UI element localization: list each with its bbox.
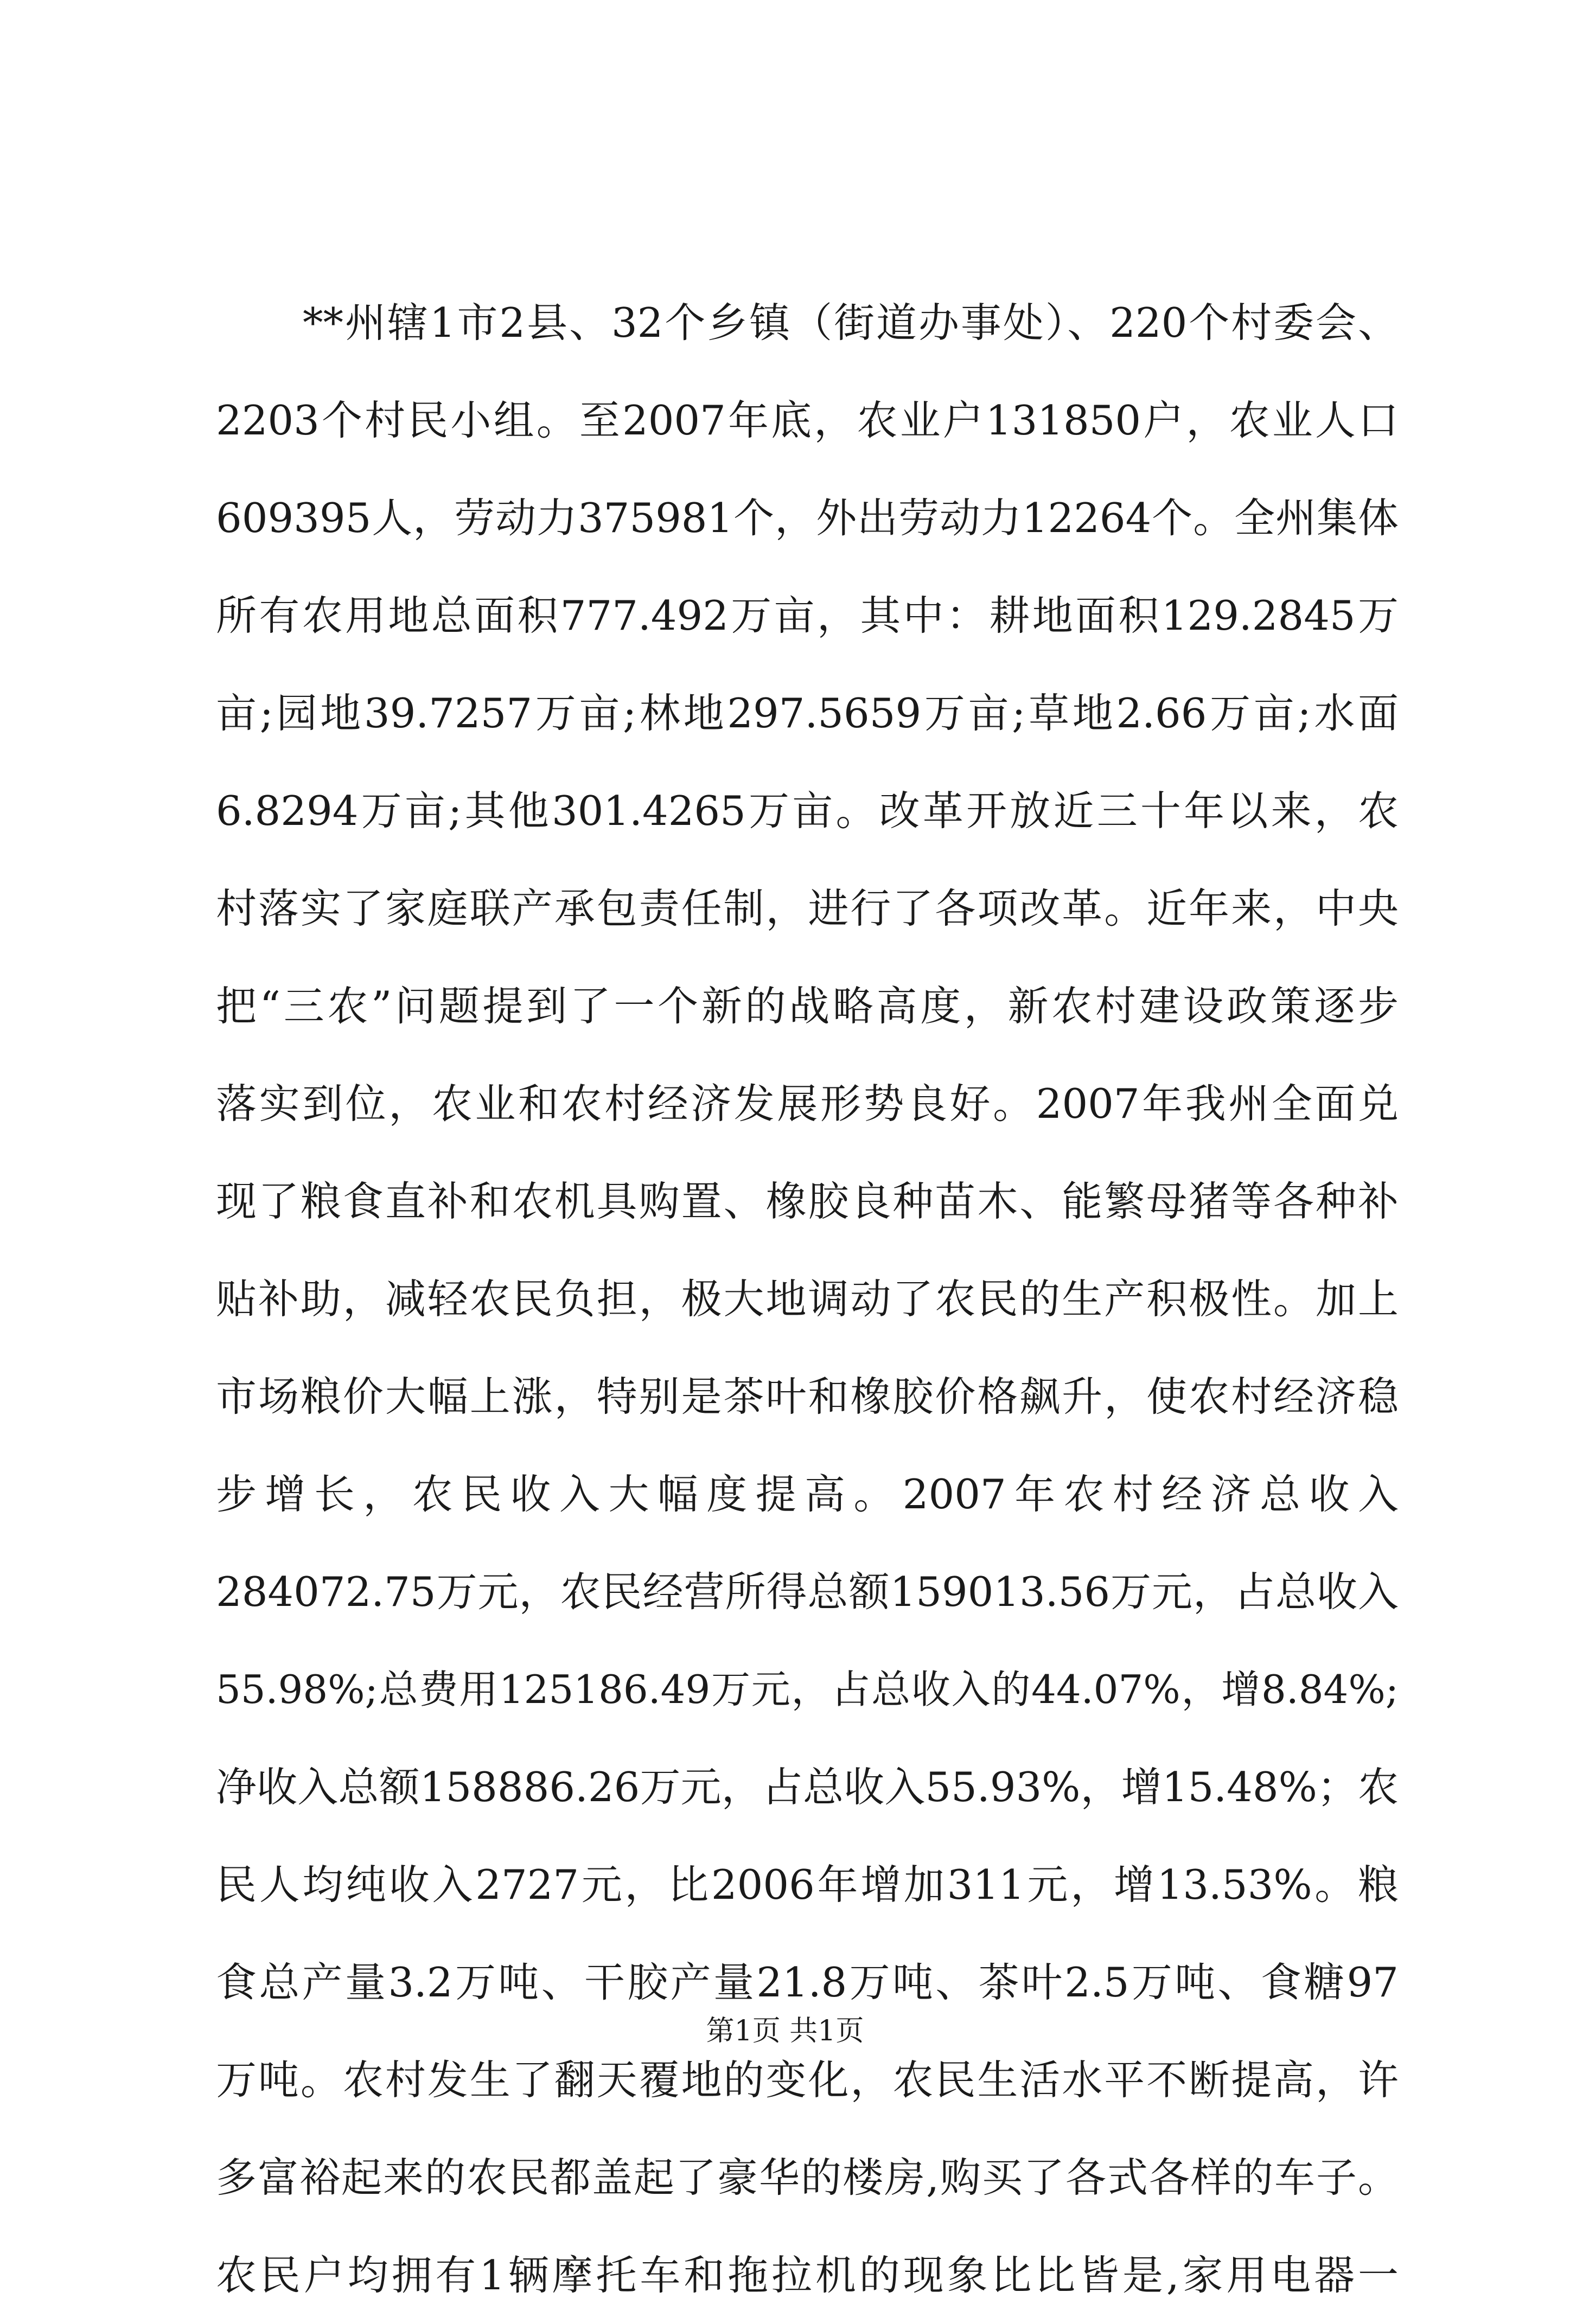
page-number-label: 第1页 共1页 [706, 2015, 864, 2047]
paragraph-line: 市场粮价大幅上涨，特别是茶叶和橡胶价格飙升，使农村经济稳 [216, 1373, 1399, 1420]
paragraph-line: 落实到位，农业和农村经济发展形势良好。2007年我州全面兑 [216, 1080, 1399, 1128]
paragraph-line: 55.98%;总费用125186.49万元，占总收入的44.07%，增8.84%; [216, 1667, 1399, 1712]
paragraph-line: **州辖1市2县、32个乡镇（街道办事处）、220个村委会、 [303, 299, 1399, 347]
paragraph-line: 万吨。农村发生了翻天覆地的变化，农民生活水平不断提高，许 [216, 2056, 1399, 2104]
paragraph-line: 284072.75万元，农民经营所得总额159013.56万元，占总收入 [216, 1568, 1399, 1616]
paragraph-line: 净收入总额158886.26万元，占总收入55.93%，增15.48%；农 [216, 1763, 1399, 1811]
paragraph-line: 现了粮食直补和农机具购置、橡胶良种苗木、能繁母猪等各种补 [216, 1177, 1399, 1225]
paragraph-line: 所有农用地总面积777.492万亩，其中：耕地面积129.2845万 [216, 592, 1399, 639]
paragraph-line: 农民户均拥有1辆摩托车和拖拉机的现象比比皆是,家用电器一 [216, 2251, 1399, 2299]
paragraph-line: 6.8294万亩;其他301.4265万亩。改革开放近三十年以来，农 [216, 787, 1399, 835]
paragraph-line: 民人均纯收入2727元，比2006年增加311元，增13.53%。粮 [216, 1861, 1399, 1909]
paragraph-line: 609395人，劳动力375981个，外出劳动力12264个。全州集体 [216, 494, 1399, 542]
paragraph-line: 步增长，农民收入大幅度提高。2007年农村经济总收入 [216, 1470, 1399, 1518]
paragraph-line: 亩;园地39.7257万亩;林地297.5659万亩;草地2.66万亩;水面 [216, 689, 1399, 737]
paragraph-line: 2203个村民小组。至2007年底，农业户131850户，农业人口 [216, 396, 1399, 444]
paragraph-line: 食总产量3.2万吨、干胶产量21.8万吨、茶叶2.5万吨、食糖97 [216, 1958, 1399, 2006]
paragraph-line: 贴补助，减轻农民负担，极大地调动了农民的生产积极性。加上 [216, 1275, 1399, 1323]
paragraph-line: 村落实了家庭联产承包责任制，进行了各项改革。近年来，中央 [216, 885, 1399, 932]
page-footer [0, 2009, 1570, 2053]
paragraph-line: 多富裕起来的农民都盖起了豪华的楼房,购买了各式各样的车子。 [216, 2154, 1399, 2201]
paragraph-line: 把“三农”问题提到了一个新的战略高度，新农村建设政策逐步 [216, 982, 1399, 1030]
